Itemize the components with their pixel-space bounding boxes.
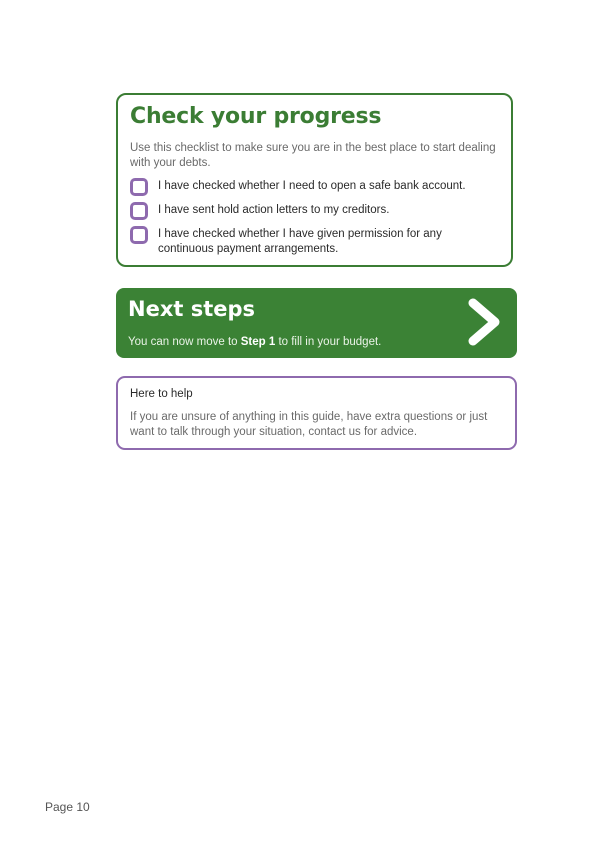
check-progress-panel [116,93,513,267]
checklist-item-continuous-payments [130,225,499,257]
next-steps-title: Next steps [128,297,256,321]
page-number: Page 10 [45,800,90,814]
check-progress-title: Check your progress [130,104,382,129]
chevron-right-icon[interactable] [465,297,505,347]
checkbox[interactable] [130,226,148,244]
next-steps-text [128,335,505,350]
here-to-help-heading: Here to help [130,388,193,400]
check-progress-intro: Use this checklist to make sure you are in the best place to start dealing with your debts. [130,142,496,169]
next-steps-panel [116,288,517,358]
checkbox[interactable] [130,202,148,220]
checklist-item-hold-action-letters [130,201,499,220]
here-to-help-panel [116,376,517,450]
next-steps-step-link: Step 1 [240,336,276,348]
next-steps-text-before: You can now move to [128,336,241,348]
checklist-item-label: I have checked whether I need to open a safe bank account. [158,180,466,192]
here-to-help-text: If you are unsure of anything in this guide, have extra questions or just want to talk through your situation, contact us for advice. [130,411,488,438]
checklist-item-label: I have sent hold action letters to my creditors. [158,204,390,216]
next-steps-text-after: to fill in your budget. [275,336,382,348]
progress-checklist [130,177,499,257]
checklist-item-label: I have checked whether I have given permission for any continuous payment arrangements. [158,228,442,255]
checklist-item-safe-bank-account [130,177,499,196]
checkbox[interactable] [130,178,148,196]
